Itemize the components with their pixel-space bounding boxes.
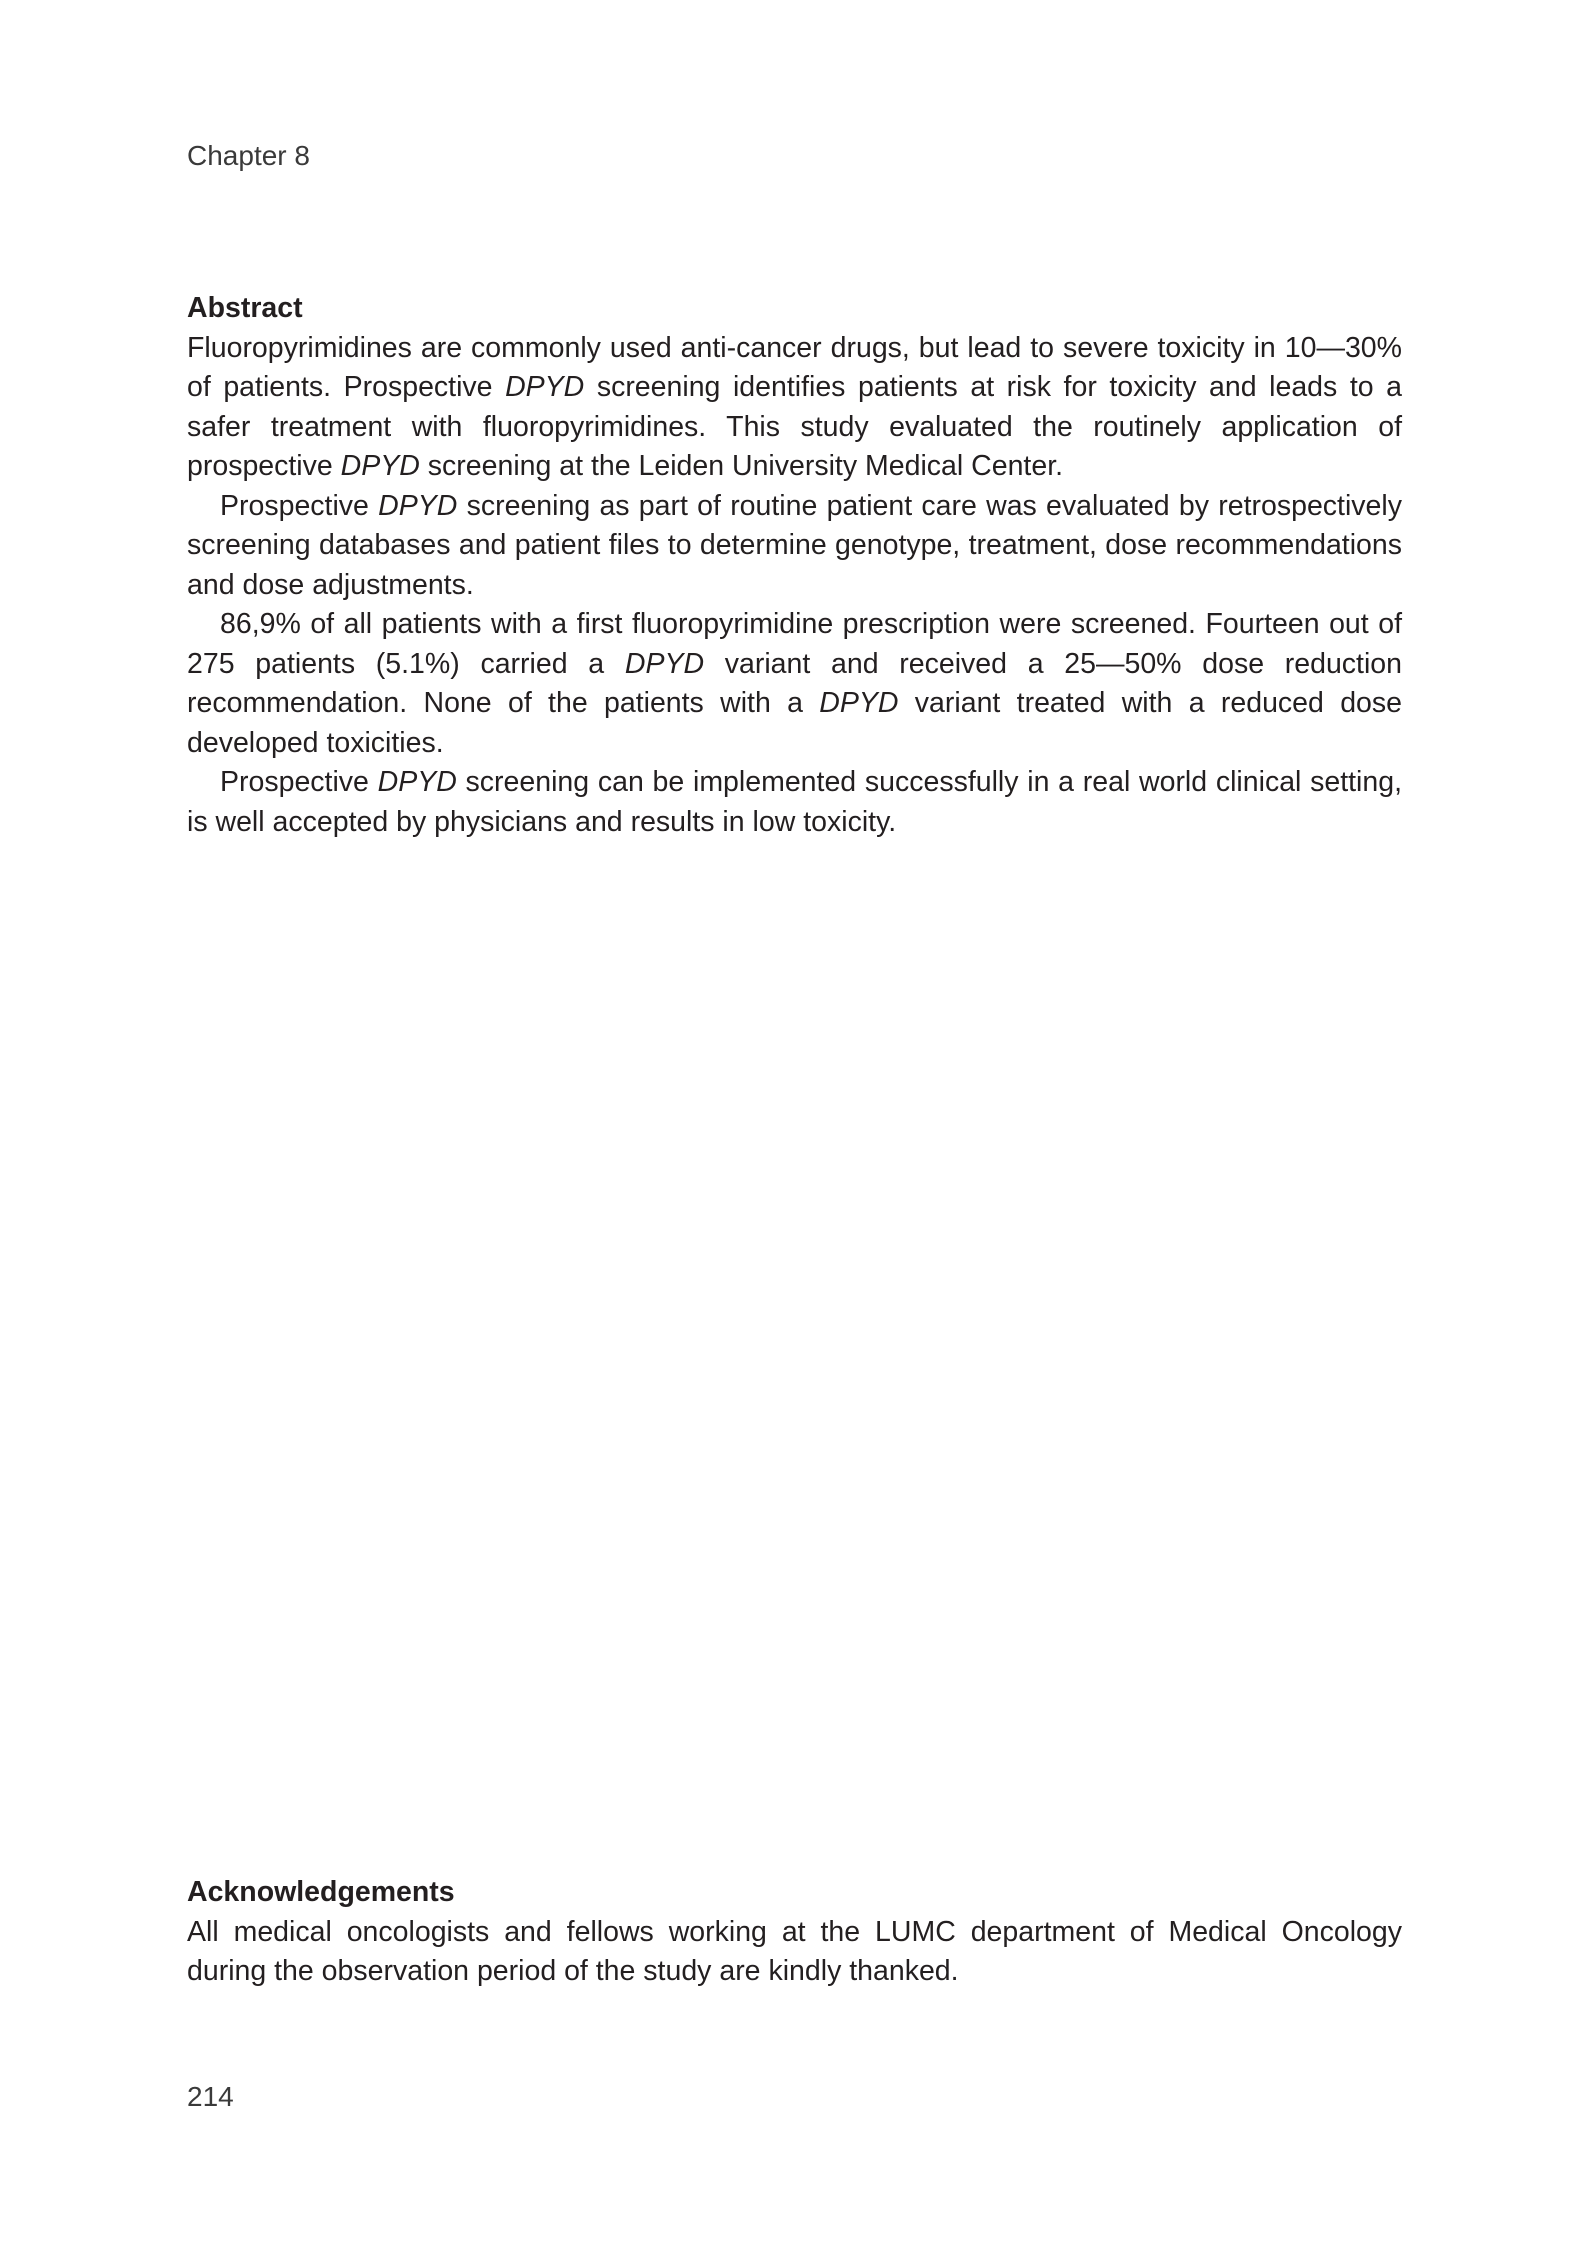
paragraph-text-run: 86,9% of all patients with a first fluoropyrimidine prescription were screened. Fourteen out of 275 patients (5.1%) carried a [187,608,1402,680]
paragraph-text-run: Prospective [220,766,378,798]
paragraph-text-run: screening can be implemented successfully in a real world clinical setting, is well accepted by physicians and results in low toxicity. [187,766,1402,838]
acknowledgements-heading: Acknowledgements [187,1876,455,1908]
abstract-heading: Abstract [187,292,303,324]
gene-name-italic: DPYD [505,371,585,403]
acknowledgements-section [187,1873,1402,1992]
paragraph-text-run: Prospective [220,489,379,522]
paragraph-text-run: screening identifies patients at risk for toxicity and leads to a safer treatment with fluoropyrimidines. This study evaluated the routinely application of prospective [187,371,1402,482]
gene-name-italic: DPYD [624,647,705,680]
paragraph-text-run: variant and received a 25—50% dose reduction recommendation. None of the patients with a [187,647,1402,719]
paragraph-text-run: screening as part of routine patient care was evaluated by retrospectively screening databases and patient files to determine genotype, treatment, dose recommendations and dose adjustments. [187,489,1402,601]
abstract-paragraph [187,605,1402,763]
abstract-section [187,289,1402,842]
abstract-paragraph [187,487,1402,606]
gene-name-italic: DPYD [819,687,899,719]
abstract-paragraph [187,329,1402,487]
acknowledgements-text: All medical oncologists and fellows working at the LUMC department of Medical Oncology during the observation period of the study are kindly thanked. [187,1915,1402,1987]
gene-name-italic: DPYD [340,450,420,482]
paragraph-text-run: Fluoropyrimidines are commonly used anti-cancer drugs, but lead to severe toxicity in 10—30% of patients. Prospective [187,331,1402,403]
gene-name-italic: DPYD [377,766,457,798]
gene-name-italic: DPYD [378,489,458,522]
paragraph-text-run: screening at the Leiden University Medical Center. [419,450,1064,482]
paragraph-text-run: variant treated with a reduced dose developed toxicities. [187,687,1402,759]
page-number: 214 [187,2081,234,2112]
abstract-paragraph [187,763,1402,842]
running-header: Chapter 8 [187,140,310,171]
